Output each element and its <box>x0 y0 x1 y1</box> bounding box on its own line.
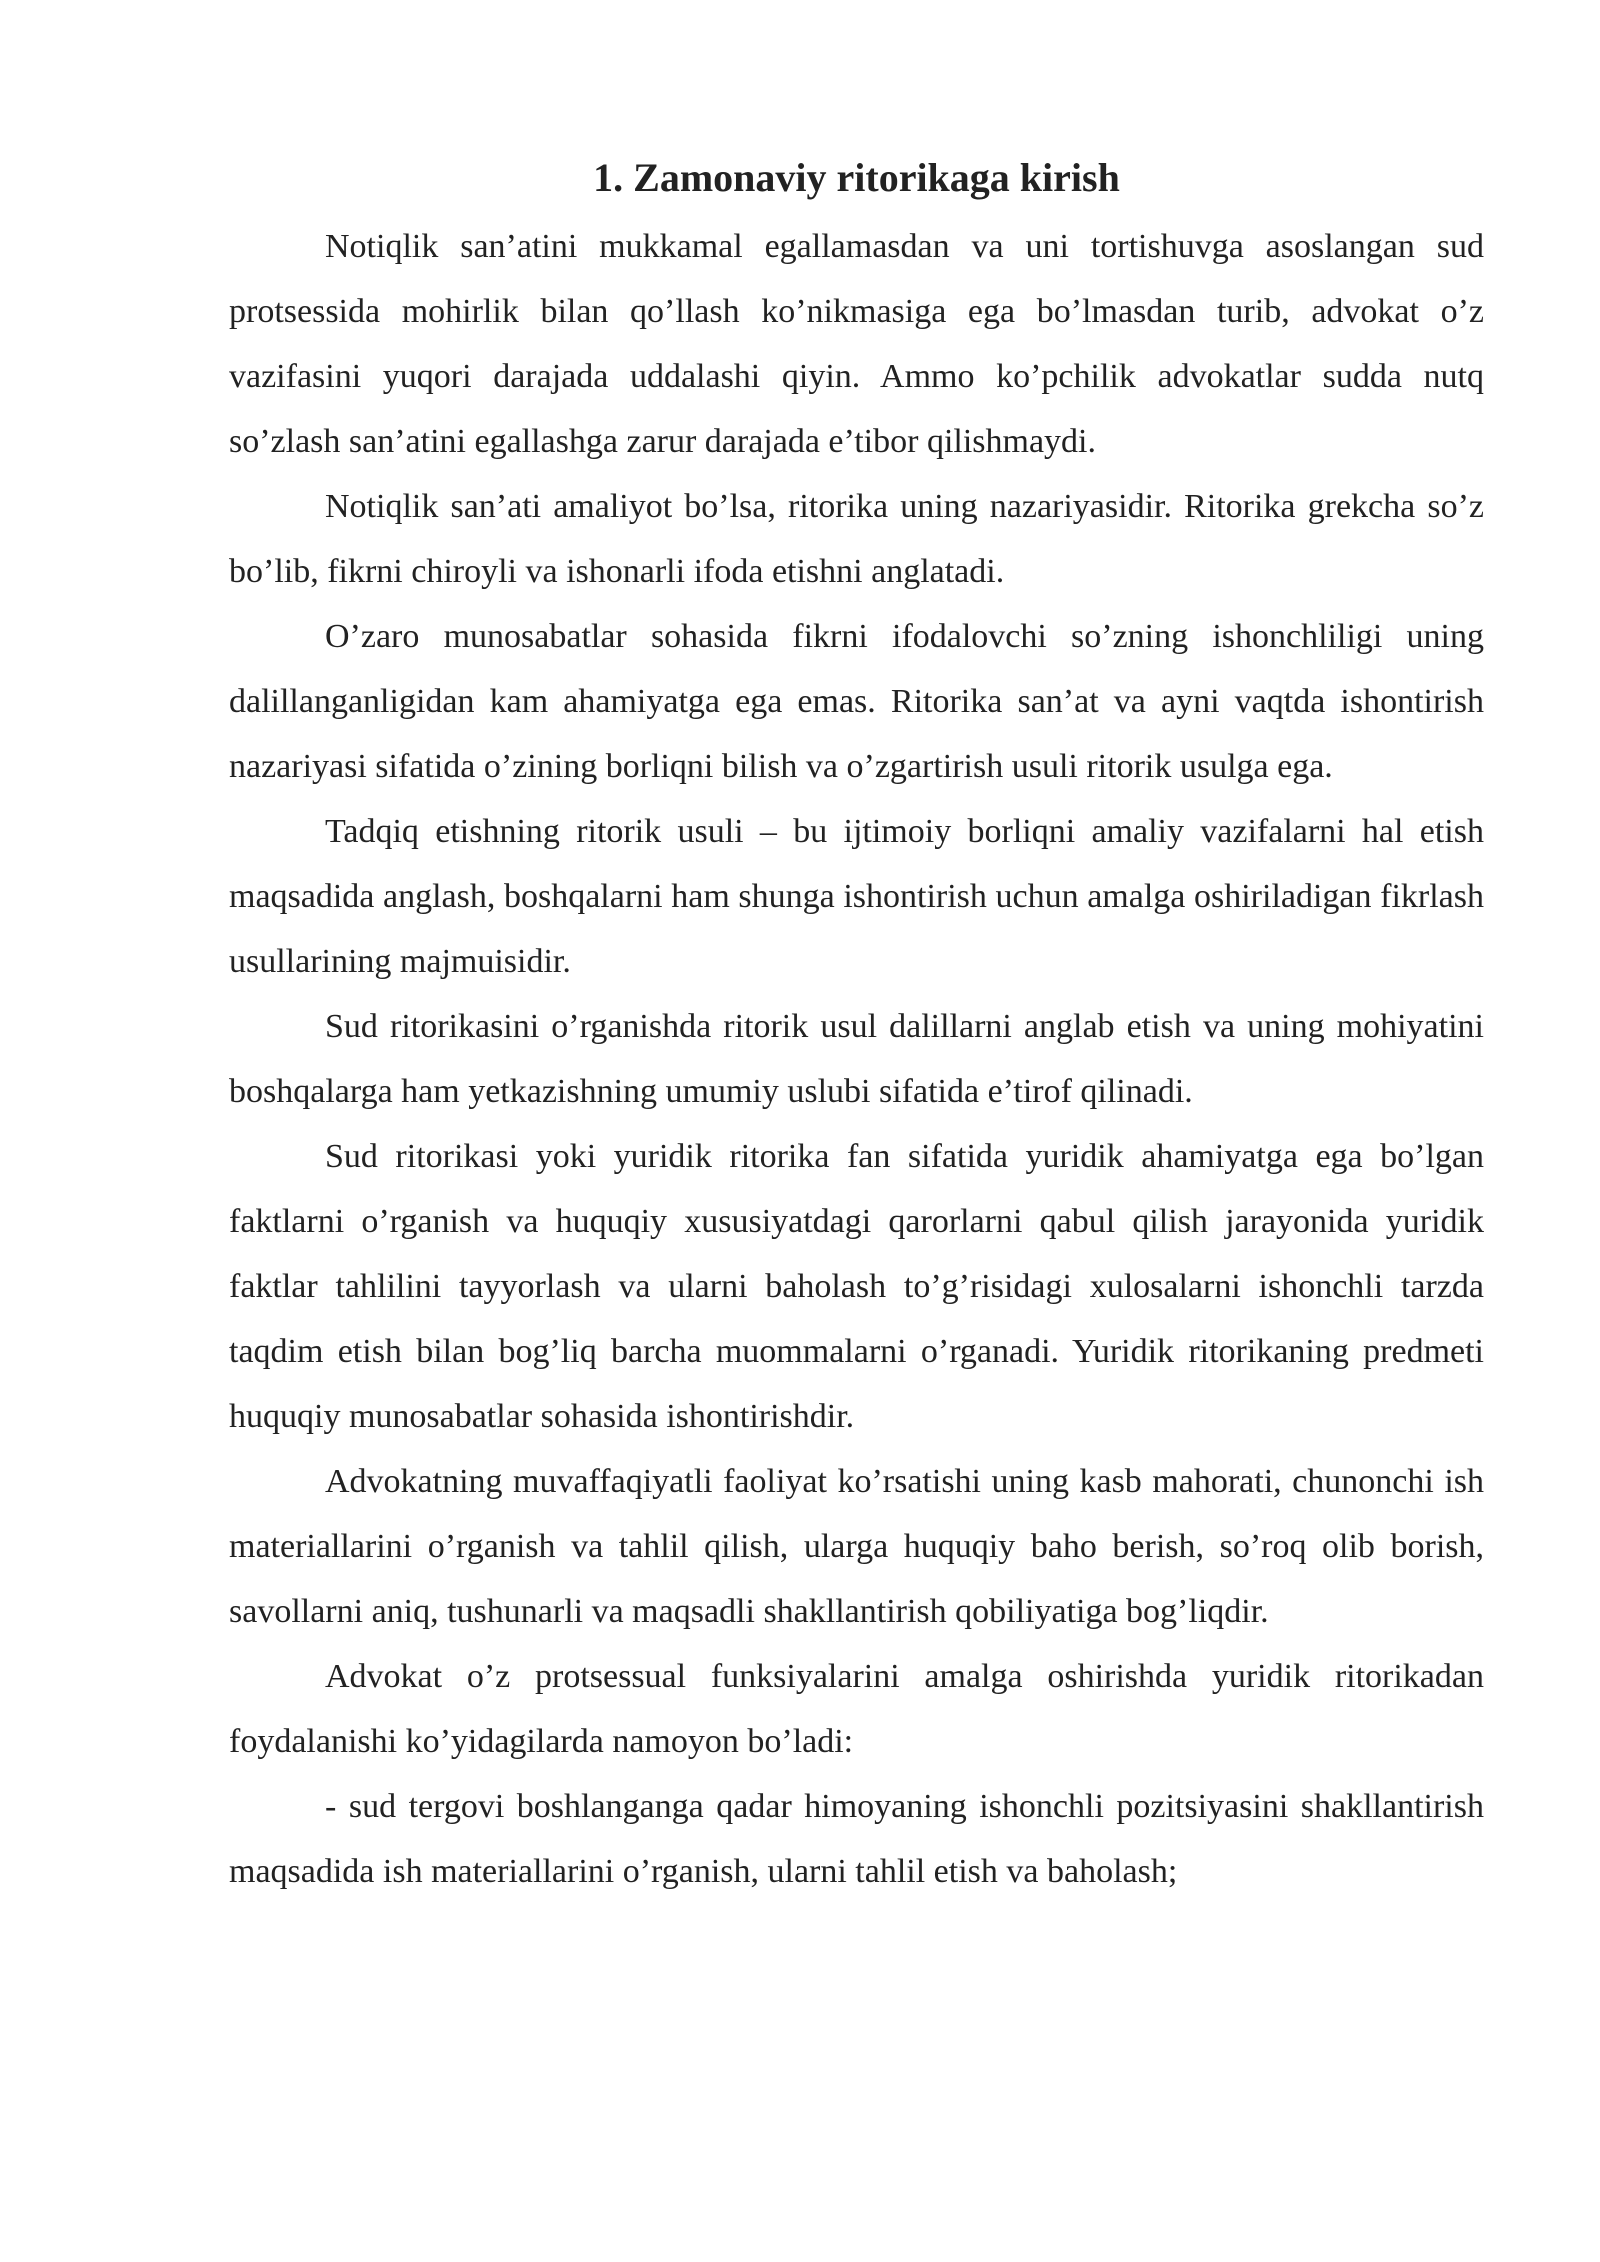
paragraph-4: Tadqiq etishning ritorik usuli – bu ijtimoiy borliqni amaliy vazifalarni hal etish maqsadida anglash, boshqalarni ham shunga ishontirish uchun amalga oshiriladigan fikrlash usullarining majmuisidir. <box>229 813 1484 980</box>
page-title: 1. Zamonaviy ritorikaga kirish <box>593 155 1120 200</box>
paragraph-2: Notiqlik san’ati amaliyot bo’lsa, ritorika uning nazariyasidir. Ritorika grekcha so’z bo’lib, fikrni chiroyli va ishonarli ifoda etishni anglatadi. <box>229 488 1484 590</box>
paragraph-8: Advokat o’z protsessual funksiyalarini amalga oshirishda yuridik ritorikadan foydalanishi ko’yidagilarda namoyon bo’ladi: <box>229 1658 1484 1760</box>
paragraph-1: Notiqlik san’atini mukkamal egallamasdan va uni tortishuvga asoslangan sud protsessida mohirlik bilan qo’llash ko’nikmasiga ega bo’lmasdan turib, advokat o’z vazifasini yuqori darajada uddalashi qiyin. Ammo ko’pchilik advokatlar sudda nutq so’zlash san’atini egallashga zarur darajada e’tibor qilishmaydi. <box>229 228 1484 460</box>
paragraph-7: Advokatning muvaffaqiyatli faoliyat ko’rsatishi uning kasb mahorati, chunonchi ish materiallarini o’rganish va tahlil qilish, ularga huquqiy baho berish, so’roq olib borish, savollarni aniq, tushunarli va maqsadli shakllantirish qobiliyatiga bog’liqdir. <box>229 1463 1484 1630</box>
document-body <box>229 148 1484 1904</box>
list-item-1: - sud tergovi boshlanganga qadar himoyaning ishonchli pozitsiyasini shakllantirish maqsadida ish materiallarini o’rganish, ularni tahlil etish va baholash; <box>229 1788 1484 1890</box>
paragraph-3: O’zaro munosabatlar sohasida fikrni ifodalovchi so’zning ishonchliligi uning dalillanganligidan kam ahamiyatga ega emas. Ritorika san’at va ayni vaqtda ishontirish nazariyasi sifatida o’zining borliqni bilish va o’zgartirish usuli ritorik usulga ega. <box>229 618 1484 785</box>
paragraph-6: Sud ritorikasi yoki yuridik ritorika fan sifatida yuridik ahamiyatga ega bo’lgan faktlarni o’rganish va huquqiy xususiyatdagi qarorlarni qabul qilish jarayonida yuridik faktlar tahlilini tayyorlash va ularni baholash to’g’risidagi xulosalarni ishonchli tarzda taqdim etish bilan bog’liq barcha muommalarni o’rganadi. Yuridik ritorikaning predmeti huquqiy munosabatlar sohasida ishontirishdir. <box>229 1138 1484 1435</box>
paragraph-5: Sud ritorikasini o’rganishda ritorik usul dalillarni anglab etish va uning mohiyatini boshqalarga ham yetkazishning umumiy uslubi sifatida e’tirof qilinadi. <box>229 1008 1484 1110</box>
